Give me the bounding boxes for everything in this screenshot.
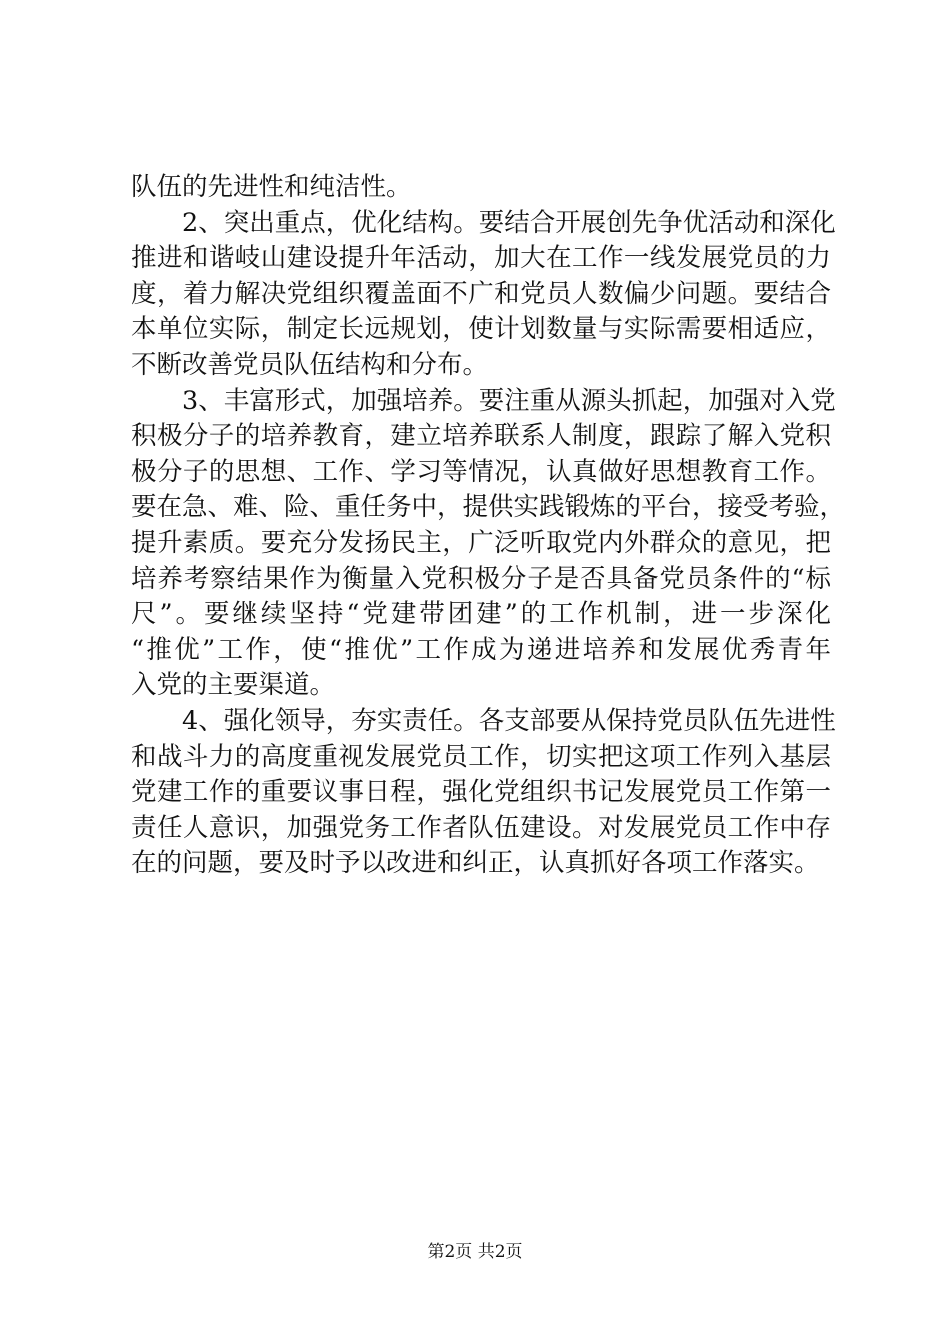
text-line: 4、强化领导，夯实责任。各支部要从保持党员队伍先进性	[182, 705, 836, 736]
paragraph	[131, 206, 836, 384]
text-line: 不断改善党员队伍结构和分布。	[131, 349, 489, 380]
text-line: 2、突出重点，优化结构。要结合开展创先争优活动和深化	[182, 207, 836, 238]
text-line: 责任人意识，加强党务工作者队伍建设。对发展党员工作中存	[131, 812, 831, 843]
text-line: “推优”工作，使“推优”工作成为递进培养和发展优秀青年	[131, 634, 831, 665]
text-line: 极分子的思想、工作、学习等情况，认真做好思想教育工作。	[131, 456, 831, 487]
text-line: 积极分子的培养教育，建立培养联系人制度，跟踪了解入党积	[131, 421, 831, 452]
text-line: 3、丰富形式，加强培养。要注重从源头抓起，加强对入党	[182, 385, 836, 416]
text-line: 和战斗力的高度重视发展党员工作，切实把这项工作列入基层	[131, 741, 831, 772]
text-line: 推进和谐岐山建设提升年活动，加大在工作一线发展党员的力	[131, 243, 831, 274]
text-line: 队伍的先进性和纯洁性。	[131, 172, 412, 202]
text-line: 培养考察结果作为衡量入党积极分子是否具备党员条件的“标	[131, 563, 831, 594]
text-line: 度，着力解决党组织覆盖面不广和党员人数偏少问题。要结合	[131, 278, 831, 309]
text-line: 要在急、难、险、重任务中，提供实践锻炼的平台，接受考验，	[131, 492, 846, 523]
text-line: 入党的主要渠道。	[131, 670, 336, 701]
text-line: 提升素质。要充分发扬民主，广泛听取党内外群众的意见，把	[131, 527, 831, 558]
document-body	[131, 170, 846, 882]
paragraph	[131, 384, 846, 704]
paragraph	[131, 170, 831, 206]
text-line: 本单位实际，制定长远规划，使计划数量与实际需要相适应，	[131, 314, 831, 345]
paragraph	[131, 704, 836, 882]
text-line: 在的问题，要及时予以改进和纠正，认真抓好各项工作落实。	[131, 848, 820, 879]
page-number-footer: 第2页 共2页	[427, 1242, 523, 1262]
text-line: 尺”。要继续坚持“党建带团建”的工作机制，进一步深化	[131, 599, 831, 630]
text-line: 党建工作的重要议事日程，强化党组织书记发展党员工作第一	[131, 777, 831, 808]
